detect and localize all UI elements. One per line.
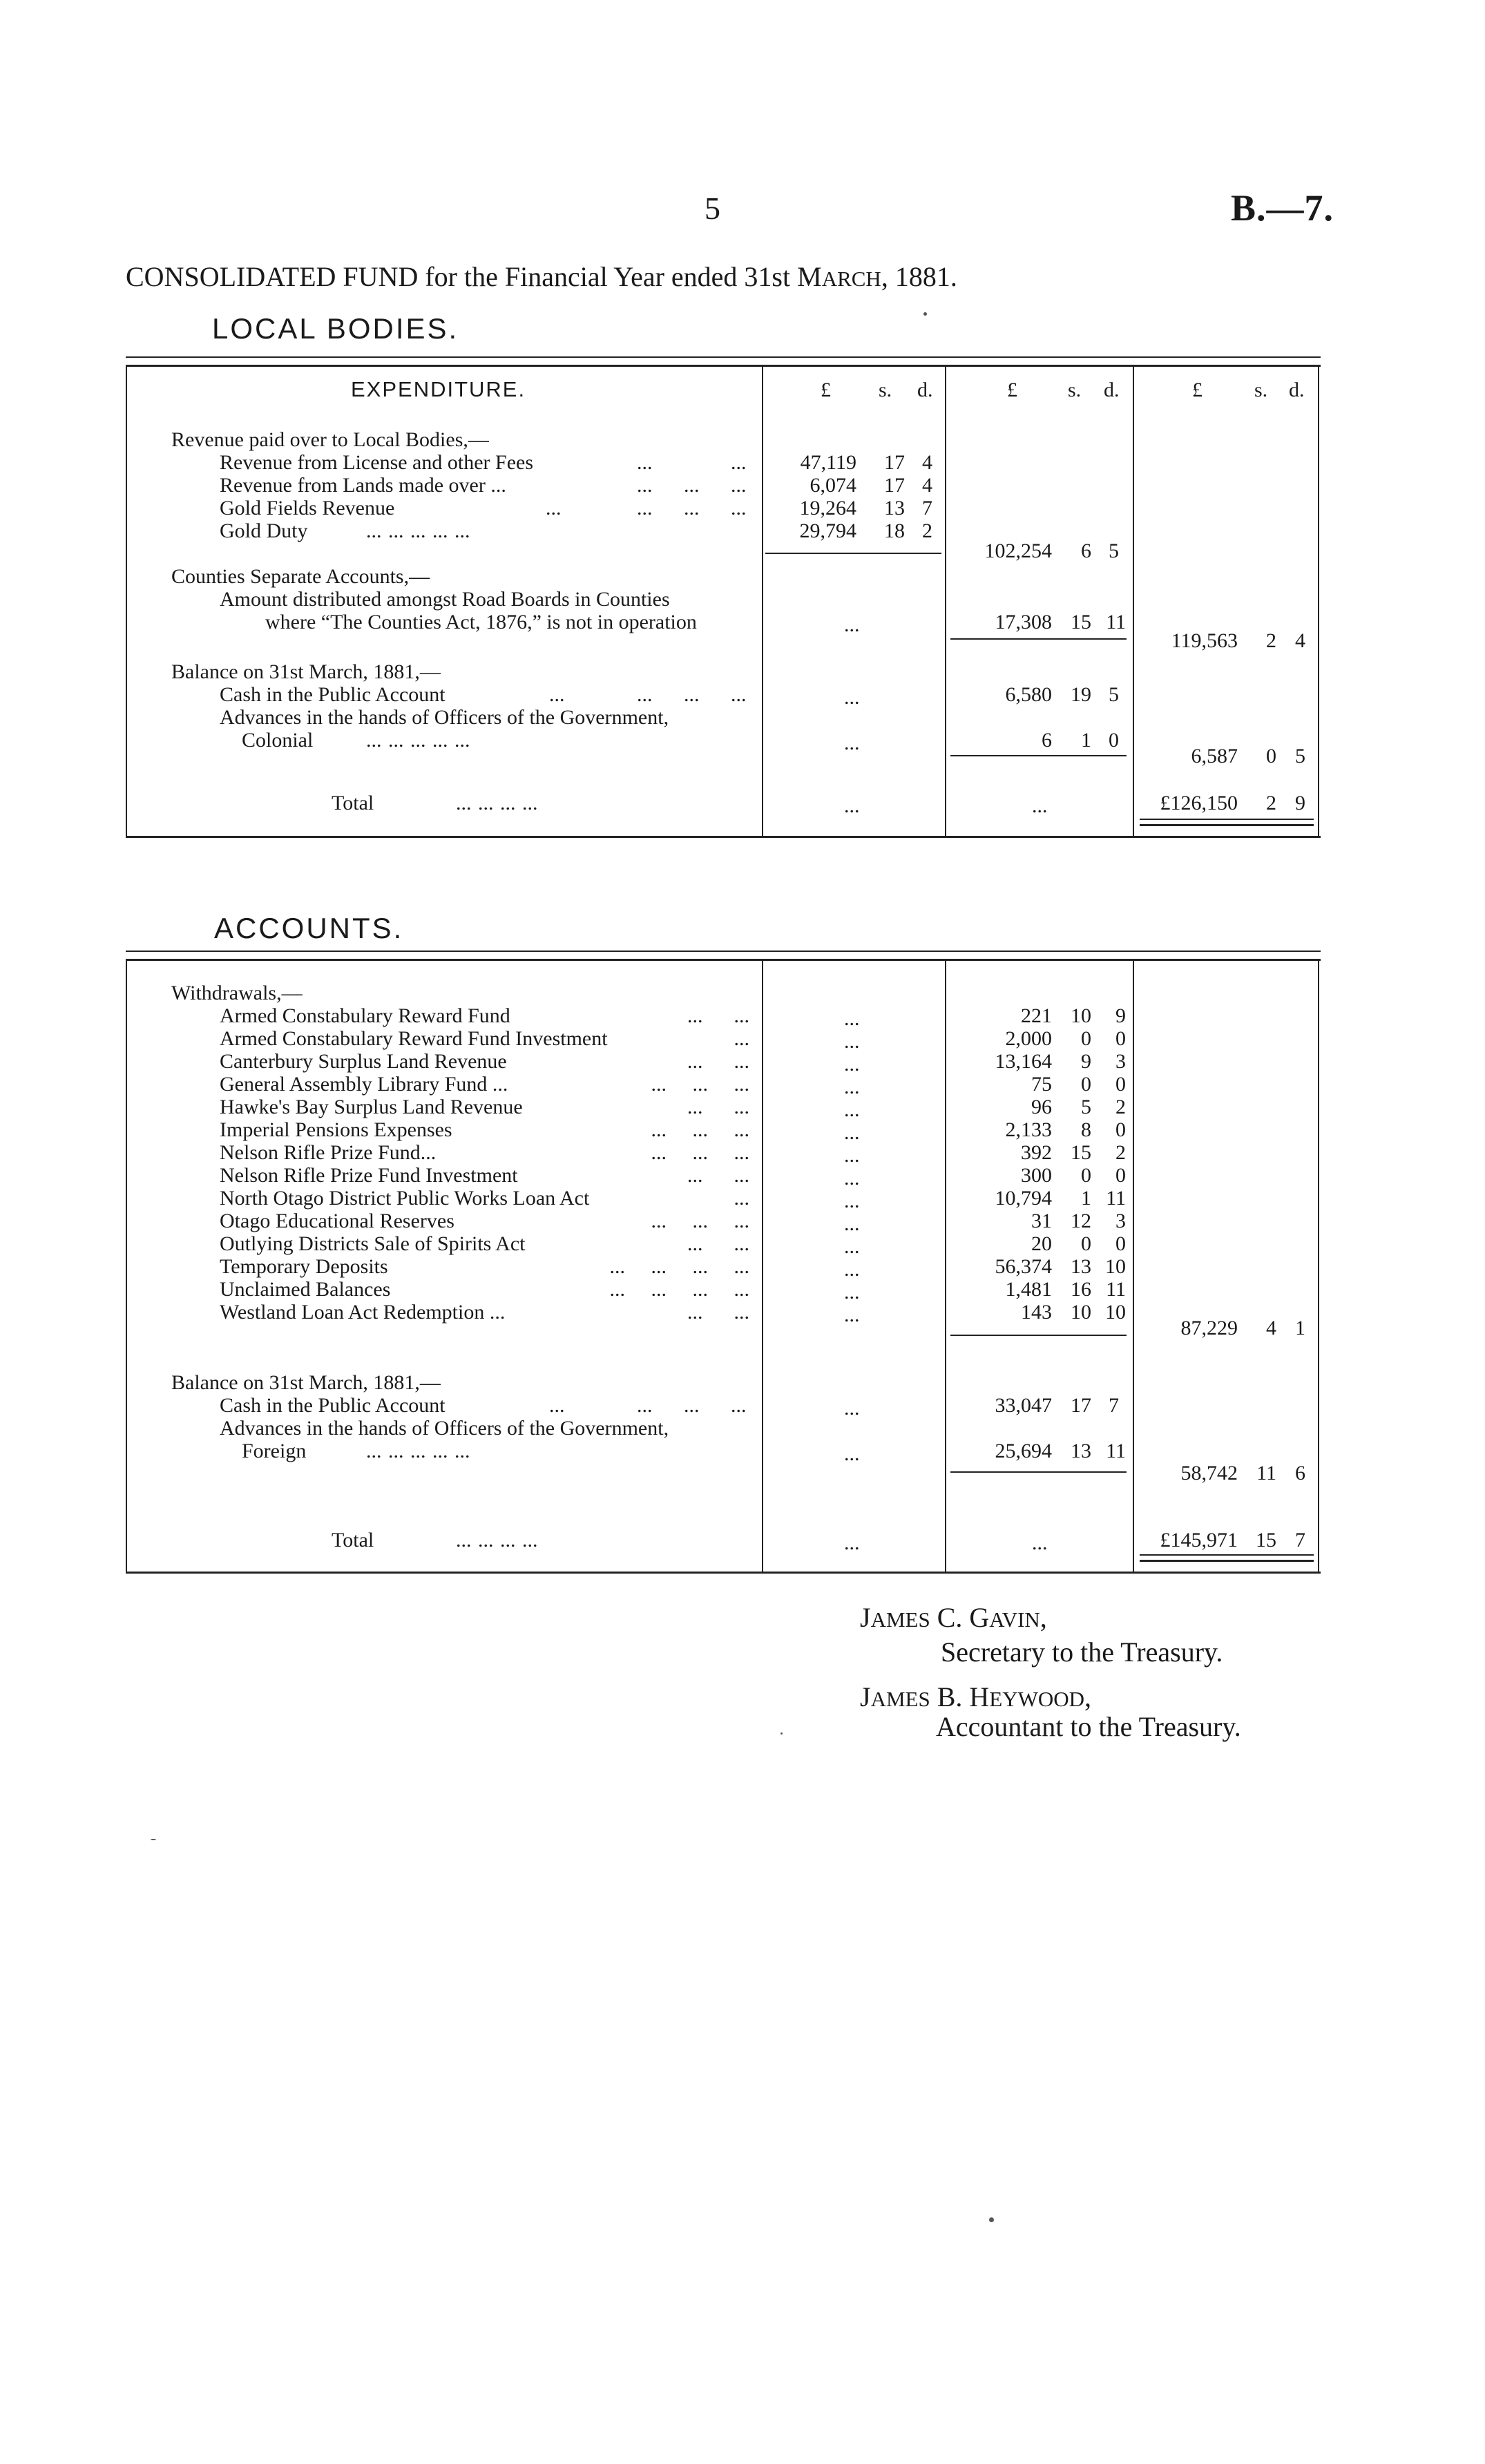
col-head-shillings: s. — [1254, 379, 1268, 401]
leader-dots: ... — [637, 683, 653, 706]
leader-dots: ... ... — [687, 1050, 749, 1073]
leader-dots: ... — [637, 1394, 653, 1417]
amount-pence: 9 — [1115, 1004, 1126, 1027]
amount-shillings: 10 — [1071, 1301, 1091, 1324]
empty-cell-dots: ... — [844, 613, 860, 636]
leader-dots: ... — [549, 1394, 565, 1417]
leader-dots: ... — [731, 497, 747, 519]
row-label: Advances in the hands of Officers of the Government, — [220, 1417, 669, 1440]
col-head-pence: d. — [1104, 379, 1120, 401]
row-label: where “The Counties Act, 1876,” is not in operation — [265, 611, 697, 633]
leader-dots: ... ... ... ... ... — [366, 1440, 470, 1462]
amount-shillings: 18 — [884, 519, 905, 542]
amount-pounds: 221 — [1021, 1004, 1052, 1027]
amount-shillings: 1 — [1081, 729, 1091, 752]
row-label: Armed Constabulary Reward Fund — [220, 1004, 510, 1027]
grand-total-shillings: 2 — [1266, 792, 1276, 814]
amount-pounds: 20 — [1031, 1232, 1052, 1255]
col-head-pounds: £ — [1007, 379, 1017, 401]
amount-shillings: 9 — [1081, 1050, 1091, 1073]
total-shillings: 0 — [1266, 745, 1276, 767]
row-label: Balance on 31st March, 1881,— — [171, 1371, 441, 1394]
row-label: Canterbury Surplus Land Revenue — [220, 1050, 507, 1073]
row-label: Gold Duty — [220, 519, 308, 542]
amount-pence: 0 — [1115, 1232, 1126, 1255]
row-label: Colonial — [242, 729, 314, 752]
row-label: North Otago District Public Works Loan Act — [220, 1187, 590, 1210]
leader-dots: ... ... ... ... — [609, 1255, 749, 1278]
empty-cell-dots: ... — [844, 1303, 860, 1326]
empty-cell-dots: ... — [844, 732, 860, 754]
grand-total-shillings: 15 — [1256, 1529, 1276, 1551]
amount-pounds: 13,164 — [995, 1050, 1052, 1073]
leader-dots: ... ... ... ... ... — [366, 519, 470, 542]
amount-shillings: 10 — [1071, 1004, 1091, 1027]
total-pence: 6 — [1295, 1462, 1305, 1484]
amount-pence: 2 — [1115, 1096, 1126, 1118]
row-label: Balance on 31st March, 1881,— — [171, 660, 441, 683]
amount-pounds: 25,694 — [995, 1440, 1052, 1462]
row-label: Amount distributed amongst Road Boards in Counties — [220, 588, 670, 611]
leader-dots: ... ... — [687, 1004, 749, 1027]
row-label: Imperial Pensions Expenses — [220, 1118, 452, 1141]
empty-cell-dots: ... — [844, 1281, 860, 1303]
leader-dots: ... — [549, 683, 565, 706]
amount-shillings: 5 — [1081, 1096, 1091, 1118]
leader-dots: ... — [684, 683, 700, 706]
leader-dots: ... ... ... — [651, 1118, 749, 1141]
signatory-name: JAMES C. GAVIN, — [860, 1602, 1047, 1633]
amount-pence: 7 — [922, 497, 932, 519]
amount-pounds: 6 — [1042, 729, 1052, 752]
leader-dots: ... — [684, 497, 700, 519]
grand-total-pounds: £126,150 — [1160, 792, 1238, 814]
amount-pence: 11 — [1106, 1187, 1126, 1210]
row-label: Armed Constabulary Reward Fund Investment — [220, 1027, 608, 1050]
total-pounds: 119,563 — [1171, 629, 1238, 652]
amount-pence: 4 — [922, 474, 932, 497]
amount-pence: 11 — [1106, 1440, 1126, 1462]
amount-pence: 4 — [922, 451, 932, 474]
row-label: Cash in the Public Account — [220, 1394, 446, 1417]
amount-pounds: 143 — [1021, 1301, 1052, 1324]
empty-cell-dots: ... — [844, 1167, 860, 1190]
amount-pounds: 56,374 — [995, 1255, 1052, 1278]
leader-dots: ... ... ... ... ... — [366, 729, 470, 752]
leader-dots: ... — [637, 497, 653, 519]
empty-cell-dots: ... — [844, 1190, 860, 1212]
amount-shillings: 13 — [884, 497, 905, 519]
row-label: Foreign — [242, 1440, 307, 1462]
leader-dots: ... — [731, 451, 747, 474]
row-label: Advances in the hands of Officers of the Government, — [220, 706, 669, 729]
subtotal-pounds: 102,254 — [984, 539, 1052, 562]
amount-shillings: 17 — [884, 451, 905, 474]
empty-cell-dots: ... — [844, 1007, 860, 1030]
row-label: Revenue from License and other Fees — [220, 451, 533, 474]
row-label: Revenue paid over to Local Bodies,— — [171, 428, 489, 451]
amount-pence: 10 — [1105, 1255, 1126, 1278]
amount-pounds: 29,794 — [799, 519, 856, 542]
row-label: Outlying Districts Sale of Spirits Act — [220, 1232, 526, 1255]
empty-cell-dots: ... — [844, 1053, 860, 1076]
title-prefix: CONSOLIDATED FUND for the Financial Year ended 31st — [126, 261, 791, 292]
leader-dots: ... ... ... — [651, 1210, 749, 1232]
signatory-role: Secretary to the Treasury. — [941, 1636, 1223, 1668]
document-reference: B.—7. — [1231, 187, 1334, 229]
total-shillings: 4 — [1266, 1317, 1276, 1339]
withdrawals-label: Withdrawals,— — [171, 982, 303, 1004]
amount-pounds: 1,481 — [1005, 1278, 1052, 1301]
leader-dots: ... — [731, 474, 747, 497]
leader-dots: ... — [637, 474, 653, 497]
total-pence: 5 — [1295, 745, 1305, 767]
leader-dots: ... — [731, 1394, 747, 1417]
leader-dots: ... — [731, 683, 747, 706]
empty-cell-dots: ... — [844, 1076, 860, 1098]
amount-shillings: 13 — [1071, 1440, 1091, 1462]
amount-pence: 10 — [1105, 1301, 1126, 1324]
empty-cell-dots: ... — [844, 1098, 860, 1121]
leader-dots: ... — [684, 474, 700, 497]
amount-shillings: 15 — [1071, 611, 1091, 633]
amount-shillings: 0 — [1081, 1164, 1091, 1187]
empty-cell-dots: ... — [844, 1531, 860, 1554]
expenditure-label: EXPENDITURE. — [351, 377, 526, 401]
amount-pounds: 2,133 — [1005, 1118, 1052, 1141]
paper-speck — [989, 2217, 994, 2222]
total-pounds: 87,229 — [1180, 1317, 1238, 1339]
empty-cell-dots: ... — [1032, 794, 1048, 817]
page-number: 5 — [705, 191, 720, 226]
total-pounds: 58,742 — [1180, 1462, 1238, 1484]
amount-pence: 11 — [1106, 1278, 1126, 1301]
title-suffix: , 1881. — [881, 261, 957, 292]
empty-cell-dots: ... — [844, 1144, 860, 1167]
amount-pence: 3 — [1115, 1050, 1126, 1073]
empty-cell-dots: ... — [844, 686, 860, 709]
col-head-shillings: s. — [879, 379, 892, 401]
amount-shillings: 8 — [1081, 1118, 1091, 1141]
amount-shillings: 19 — [1071, 683, 1091, 706]
amount-pounds: 31 — [1031, 1210, 1052, 1232]
amount-pounds: 6,074 — [809, 474, 856, 497]
amount-pounds: 19,264 — [799, 497, 856, 519]
col-head-pounds: £ — [1192, 379, 1203, 401]
amount-pence: 0 — [1115, 1164, 1126, 1187]
row-label: Unclaimed Balances — [220, 1278, 391, 1301]
paper-speck — [780, 1732, 783, 1735]
amount-shillings: 13 — [1071, 1255, 1091, 1278]
leader-dots: ... ... ... — [651, 1073, 749, 1096]
amount-shillings: 15 — [1071, 1141, 1091, 1164]
amount-pence: 5 — [1109, 683, 1119, 706]
signatory-role: Accountant to the Treasury. — [936, 1711, 1241, 1742]
row-label: General Assembly Library Fund ... — [220, 1073, 508, 1096]
total-pence: 1 — [1295, 1317, 1305, 1339]
row-label: Westland Loan Act Redemption ... — [220, 1301, 506, 1324]
col-head-pence: d. — [1289, 379, 1305, 401]
amount-pounds: 300 — [1021, 1164, 1052, 1187]
total-shillings: 2 — [1266, 629, 1276, 652]
row-label: Nelson Rifle Prize Fund... — [220, 1141, 437, 1164]
grand-total-pence: 7 — [1295, 1529, 1305, 1551]
amount-pence: 2 — [922, 519, 932, 542]
amount-shillings: 1 — [1081, 1187, 1091, 1210]
empty-cell-dots: ... — [844, 1121, 860, 1144]
paper-speck — [151, 1839, 156, 1840]
leader-dots: ... — [734, 1187, 749, 1210]
leader-dots: ... ... ... ... — [609, 1278, 749, 1301]
empty-cell-dots: ... — [844, 794, 860, 817]
amount-shillings: 17 — [1071, 1394, 1091, 1417]
amount-pounds: 17,308 — [995, 611, 1052, 633]
amount-pounds: 392 — [1021, 1141, 1052, 1164]
paper-speck — [923, 312, 927, 316]
leader-dots: ... — [637, 451, 653, 474]
total-pence: 4 — [1295, 629, 1305, 652]
leader-dots: ... — [734, 1027, 749, 1050]
title-month: MARCH — [797, 261, 881, 292]
grand-total-pence: 9 — [1295, 792, 1305, 814]
amount-pounds: 6,580 — [1005, 683, 1052, 706]
leader-dots: ... ... — [687, 1164, 749, 1187]
signatory-name: JAMES B. HEYWOOD, — [860, 1681, 1092, 1712]
leader-dots: ... — [684, 1394, 700, 1417]
leader-dots: ... ... ... — [651, 1141, 749, 1164]
row-label: Hawke's Bay Surplus Land Revenue — [220, 1096, 523, 1118]
amount-shillings: 17 — [884, 474, 905, 497]
row-label: Gold Fields Revenue — [220, 497, 395, 519]
amount-pence: 3 — [1115, 1210, 1126, 1232]
amount-pence: 0 — [1115, 1118, 1126, 1141]
row-label: Nelson Rifle Prize Fund Investment — [220, 1164, 518, 1187]
leader-dots: ... — [546, 497, 562, 519]
amount-pounds: 47,119 — [800, 451, 856, 474]
amount-shillings: 12 — [1071, 1210, 1091, 1232]
total-label: Total — [332, 792, 374, 814]
leader-dots: ... ... — [687, 1096, 749, 1118]
amount-pounds: 75 — [1031, 1073, 1052, 1096]
total-label: Total — [332, 1529, 374, 1551]
leader-dots: ... ... ... ... — [456, 1529, 538, 1551]
subtotal-shillings: 6 — [1081, 539, 1091, 562]
empty-cell-dots: ... — [844, 1212, 860, 1235]
empty-cell-dots: ... — [844, 1235, 860, 1258]
row-label: Counties Separate Accounts,— — [171, 565, 430, 588]
amount-pence: 7 — [1109, 1394, 1119, 1417]
amount-shillings: 0 — [1081, 1027, 1091, 1050]
subtotal-pence: 5 — [1109, 539, 1119, 562]
total-shillings: 11 — [1256, 1462, 1276, 1484]
empty-cell-dots: ... — [1032, 1531, 1048, 1554]
empty-cell-dots: ... — [844, 1030, 860, 1053]
empty-cell-dots: ... — [844, 1258, 860, 1281]
amount-pounds: 33,047 — [995, 1394, 1052, 1417]
leader-dots: ... ... — [687, 1301, 749, 1324]
row-label: Temporary Deposits — [220, 1255, 388, 1278]
amount-pounds: 2,000 — [1005, 1027, 1052, 1050]
grand-total-pounds: £145,971 — [1160, 1529, 1238, 1551]
row-label: Cash in the Public Account — [220, 683, 446, 706]
amount-pence: 0 — [1109, 729, 1119, 752]
amount-shillings: 0 — [1081, 1073, 1091, 1096]
amount-pounds: 96 — [1031, 1096, 1052, 1118]
amount-shillings: 0 — [1081, 1232, 1091, 1255]
col-head-pounds: £ — [821, 379, 831, 401]
leader-dots: ... ... ... ... — [456, 792, 538, 814]
col-head-pence: d. — [917, 379, 933, 401]
local-bodies-heading: LOCAL BODIES. — [212, 312, 459, 345]
empty-cell-dots: ... — [844, 1442, 860, 1465]
leader-dots: ... ... — [687, 1232, 749, 1255]
total-pounds: 6,587 — [1191, 745, 1238, 767]
amount-pence: 11 — [1106, 611, 1126, 633]
row-label: Otago Educational Reserves — [220, 1210, 454, 1232]
accounts-heading: ACCOUNTS. — [214, 912, 404, 944]
amount-shillings: 16 — [1071, 1278, 1091, 1301]
amount-pounds: 10,794 — [995, 1187, 1052, 1210]
col-head-shillings: s. — [1068, 379, 1082, 401]
row-label: Revenue from Lands made over ... — [220, 474, 506, 497]
amount-pence: 2 — [1115, 1141, 1126, 1164]
amount-pence: 0 — [1115, 1073, 1126, 1096]
amount-pence: 0 — [1115, 1027, 1126, 1050]
empty-cell-dots: ... — [844, 1397, 860, 1420]
